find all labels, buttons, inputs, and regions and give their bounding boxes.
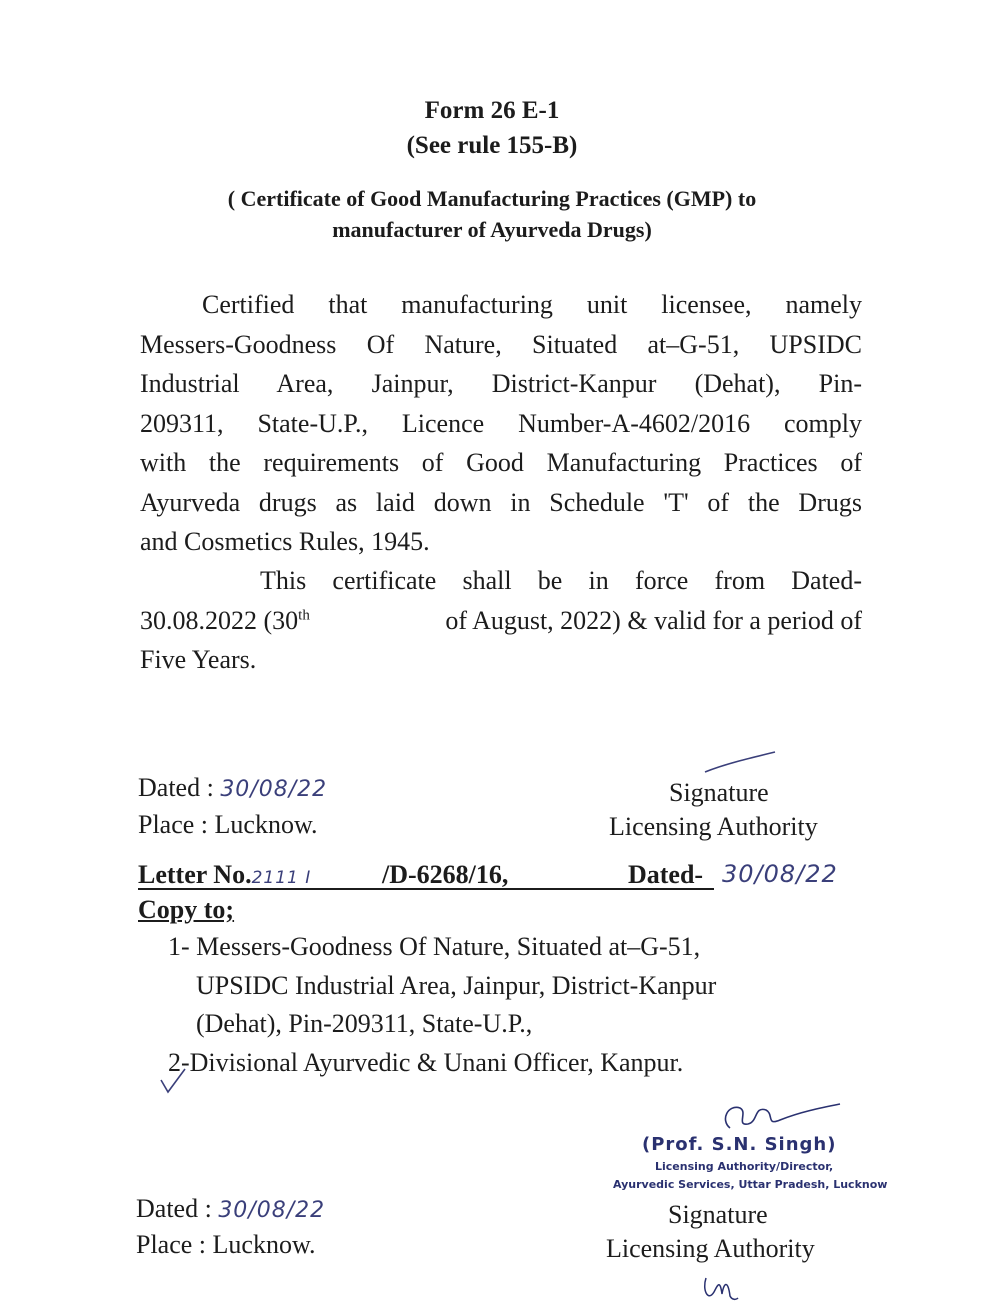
dated-row [138, 771, 327, 807]
initials-icon [700, 1270, 740, 1306]
stamp-line-1: Licensing Authority/Director, [655, 1160, 834, 1173]
validity-period-text: of August, 2022) & valid for a period of [445, 605, 862, 635]
handwritten-letter-number: 2111 I [251, 868, 312, 888]
signature-label-2: Signature [668, 1200, 768, 1229]
copy-to-heading: Copy to; [138, 895, 235, 924]
dated-label: Dated : [138, 773, 214, 802]
copy-item-1-line1: 1- Messers-Goodness Of Nature, Situated at–G-51, [168, 932, 701, 961]
paragraph-line: Messers-Goodness Of Nature, Situated at–G-51, UPSIDC [140, 329, 862, 359]
dated-row-2 [136, 1192, 325, 1228]
paragraph-line: 209311, State-U.P., Licence Number-A-4602/2016 comply [140, 408, 862, 438]
licensing-authority-label: Licensing Authority [609, 812, 818, 841]
paragraph-line: and Cosmetics Rules, 1945. [140, 527, 430, 556]
handwritten-date-2: 30/08/22 [218, 1198, 326, 1223]
form-title: Form 26 E-1 [424, 97, 560, 124]
certificate-paragraph [140, 285, 862, 562]
letter-reference: /D-6268/16, [382, 860, 509, 889]
copy-item-1-line2: UPSIDC Industrial Area, Jainpur, District-Kanpur [196, 971, 717, 1000]
place-label-2: Place : Lucknow. [136, 1230, 316, 1259]
signature-scribble [700, 748, 780, 776]
handwritten-letter-date: 30/08/22 [722, 860, 838, 888]
letter-number-label: Letter No. [138, 860, 252, 889]
paragraph-line: Certified that manufacturing unit licensee, namely [202, 290, 862, 319]
licensing-authority-label-2: Licensing Authority [606, 1234, 815, 1263]
certificate-subtitle-line2: manufacturer of Ayurveda Drugs) [332, 217, 652, 242]
paragraph-line: Industrial Area, Jainpur, District-Kanpur (Dehat), Pin- [140, 369, 862, 398]
paragraph-line: Ayurveda drugs as laid down in Schedule 'T' of the Drugs [140, 487, 862, 517]
validity-date-text: 30.08.2022 (30th [140, 605, 310, 635]
validity-line: This certificate shall be in force from Dated- [260, 566, 862, 595]
copy-item-2: 2-Divisional Ayurvedic & Unani Officer, Kanpur. [168, 1048, 684, 1077]
paragraph-line: with the requirements of Good Manufacturing Practices of [140, 448, 862, 477]
validity-line [140, 601, 862, 641]
stamp-name: (Prof. S.N. Singh) [642, 1134, 837, 1155]
stamp-line-2: Ayurvedic Services, Uttar Pradesh, Lucknow [613, 1178, 888, 1191]
copy-item-1-line3: (Dehat), Pin-209311, State-U.P., [196, 1009, 533, 1038]
tick-mark-icon [158, 1066, 188, 1096]
authority-signature-icon [700, 1098, 850, 1134]
certificate-subtitle-line1: ( Certificate of Good Manufacturing Practices (GMP) to [227, 186, 757, 211]
validity-line: Five Years. [140, 645, 257, 674]
handwritten-date: 30/08/22 [220, 777, 328, 802]
rule-reference: (See rule 155-B) [406, 132, 578, 159]
letter-dated-label: Dated- [628, 860, 704, 889]
validity-paragraph [140, 561, 862, 680]
dated-label-2: Dated : [136, 1194, 212, 1223]
signature-label: Signature [669, 778, 769, 807]
letter-number-row [138, 858, 714, 890]
place-label: Place : Lucknow. [138, 810, 318, 839]
